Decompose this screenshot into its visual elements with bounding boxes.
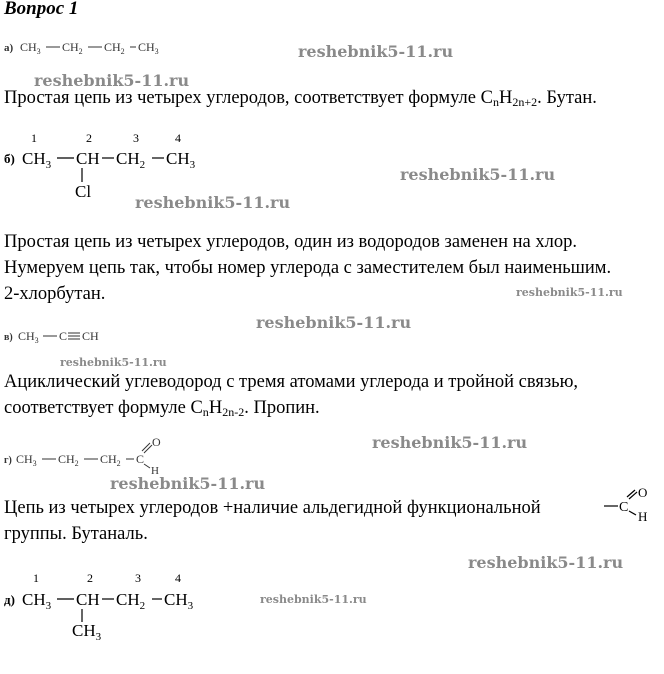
formula-d-atom-4: $CH_3$ <box>164 590 194 612</box>
aldehyde-group <box>600 486 660 526</box>
watermark: reshebnik5-11.ru <box>256 313 412 332</box>
aldehyde-oxygen: O <box>638 486 648 500</box>
formula-v-atom-2: C <box>59 329 68 343</box>
formula-v-propyne <box>2 325 112 347</box>
carbon-number-4: 4 <box>175 571 181 585</box>
watermark: reshebnik5-11.ru <box>372 433 528 452</box>
formula-g-oxygen: O <box>152 436 161 449</box>
paragraph-v-line-2: соответствует формуле $C_nH_{2n-2}$. Пропин. <box>4 398 320 419</box>
formula-v-atom-1: $CH_3$ <box>18 329 39 345</box>
formula-g-label: г) <box>4 455 12 466</box>
formula-b-atom-1: $CH_3$ <box>22 149 52 171</box>
formula-a-atom-1: $CH_3$ <box>20 40 41 56</box>
carbon-number-3: 3 <box>135 571 141 585</box>
formula-b-atom-3: $CH_2$ <box>116 149 146 171</box>
formula-v-label: в) <box>4 332 13 343</box>
formula-a-butane <box>2 36 172 58</box>
formula-a-label: а) <box>4 42 14 54</box>
aldehyde-carbon: C <box>619 500 629 515</box>
formula-g-atom-2: $CH_2$ <box>58 452 79 468</box>
paragraph-v-line-1: Ациклический углеводород с тремя атомами углерода и тройной связью, <box>4 372 579 392</box>
formula-a-atom-4: $CH_3$ <box>138 40 159 56</box>
formula-d-atom-3: $CH_2$ <box>116 590 146 612</box>
paragraph-b-line-2: Нумеруем цепь так, чтобы номер углерода с заместителем был наименьшим. <box>4 258 612 278</box>
formula-b-chlorine: Cl <box>75 182 92 201</box>
formula-d-atom-2: CH <box>76 590 100 609</box>
formula-b-label: б) <box>4 151 15 166</box>
formula-g-hydrogen: H <box>151 465 159 476</box>
paragraph-b-line-3: 2-хлорбутан. <box>4 284 106 304</box>
watermark: reshebnik5-11.ru <box>260 593 367 606</box>
carbon-number-1: 1 <box>31 131 37 145</box>
watermark: reshebnik5-11.ru <box>34 71 190 90</box>
watermark: reshebnik5-11.ru <box>298 42 454 61</box>
watermark: reshebnik5-11.ru <box>110 474 266 493</box>
watermark: reshebnik5-11.ru <box>516 286 623 299</box>
watermark: reshebnik5-11.ru <box>60 356 167 369</box>
watermark: reshebnik5-11.ru <box>468 553 624 572</box>
formula-a-atom-2: $CH_2$ <box>62 40 83 56</box>
page-title: Вопрос 1 <box>4 0 79 19</box>
formula-a-atom-3: $CH_2$ <box>104 40 125 56</box>
carbon-number-1: 1 <box>33 571 39 585</box>
formula-b-2-chlorobutane <box>2 130 202 202</box>
aldehyde-hydrogen: H <box>638 509 648 524</box>
carbon-number-4: 4 <box>175 131 181 145</box>
formula-b-atom-4: $CH_3$ <box>166 149 196 171</box>
paragraph-a: Простая цепь из четырех углеродов, соответствует формуле $C_nH_{2n+2}$. Бутан. <box>4 88 597 109</box>
formula-g-atom-1: $CH_3$ <box>16 452 37 468</box>
carbon-number-2: 2 <box>86 131 92 145</box>
watermark: reshebnik5-11.ru <box>135 193 291 212</box>
formula-d-methyl: $CH_3$ <box>72 621 102 640</box>
formula-d-atom-1: $CH_3$ <box>22 590 52 612</box>
paragraph-b-line-1: Простая цепь из четырех углеродов, один из водородов заменен на хлор. <box>4 232 577 252</box>
formula-d-2-methylbutane <box>2 568 202 640</box>
paragraph-g-line-2: группы. Бутаналь. <box>4 524 148 544</box>
watermark: reshebnik5-11.ru <box>400 165 556 184</box>
formula-v-atom-3: CH <box>82 329 99 343</box>
carbon-number-3: 3 <box>133 131 139 145</box>
carbon-number-2: 2 <box>87 571 93 585</box>
formula-g-carbon: C <box>136 452 145 466</box>
formula-g-atom-3: $CH_2$ <box>100 452 121 468</box>
paragraph-g-line-1: Цепь из четырех углеродов +наличие альдегидной функциональной <box>4 498 541 518</box>
formula-b-atom-2: CH <box>76 149 100 168</box>
formula-d-label: д) <box>4 592 15 607</box>
formula-g-butanal <box>2 436 177 476</box>
